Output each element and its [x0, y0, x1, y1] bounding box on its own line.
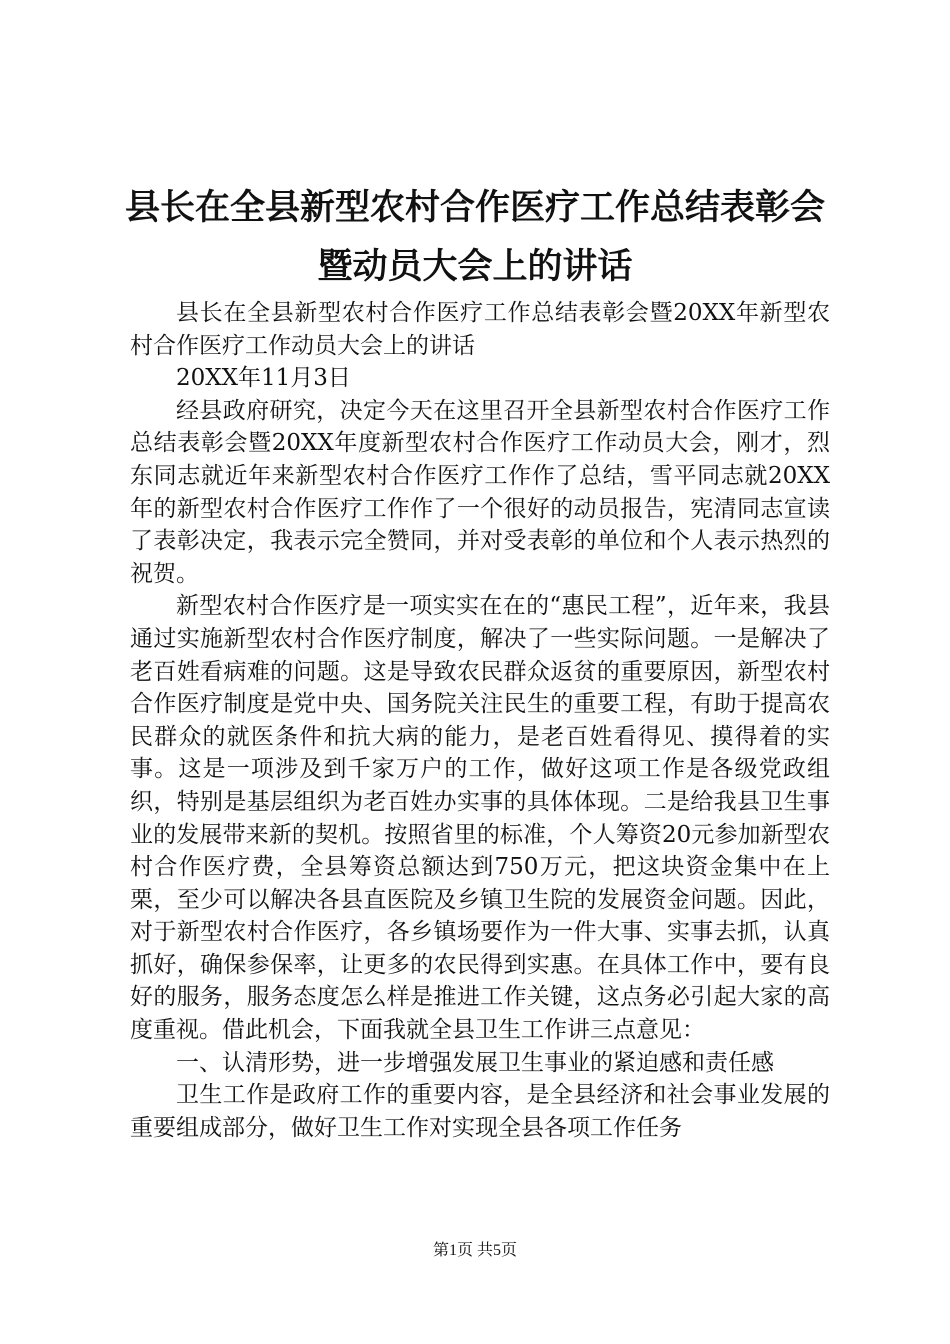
subtitle-paragraph: 县长在全县新型农村合作医疗工作总结表彰会暨20XX年新型农村合作医疗工作动员大会上的讲话	[130, 300, 830, 359]
document-title-line-1: 县长在全县新型农村合作医疗工作总结表彰会	[124, 187, 825, 228]
date-paragraph: 20XX年11月3日	[176, 365, 351, 392]
document-body	[130, 297, 830, 1144]
page-footer: 第1页 共5页	[432, 1242, 517, 1259]
body-paragraph: 卫生工作是政府工作的重要内容，是全县经济和社会事业发展的重要组成部分，做好卫生工作对实现全县各项工作任务	[130, 1082, 830, 1141]
body-paragraph: 经县政府研究，决定今天在这里召开全县新型农村合作医疗工作总结表彰会暨20XX年度新型农村合作医疗工作动员大会，刚才，烈东同志就近年来新型农村合作医疗工作作了总结，雪平同志就20XX年的新型农村合作医疗工作作了一个很好的动员报告，宪清同志宣读了表彰决定，我表示完全赞同，并对受表彰的单位和个人表示热烈的祝贺。	[130, 397, 830, 587]
document-title-line-2: 暨动员大会上的讲话	[317, 246, 633, 287]
section-heading: 一、认清形势，进一步增强发展卫生事业的紧迫感和责任感	[176, 1049, 774, 1076]
body-paragraph: 新型农村合作医疗是一项实实在在的“惠民工程”，近年来，我县通过实施新型农村合作医疗制度，解决了一些实际问题。一是解决了老百姓看病难的问题。这是导致农民群众返贫的重要原因，新型农村合作医疗制度是党中央、国务院关注民生的重要工程，有助于提高农民群众的就医条件和抗大病的能力，是老百姓看得见、摸得着的实事。这是一项涉及到千家万户的工作，做好这项工作是各级党政组织，特别是基层组织为老百姓办实事的具体体现。二是给我县卫生事业的发展带来新的契机。按照省里的标准，个人筹资20元参加新型农村合作医疗费，全县筹资总额达到750万元，把这块资金集中在上栗，至少可以解决各县直医院及乡镇卫生院的发展资金问题。因此，对于新型农村合作医疗，各乡镇场要作为一件大事、实事去抓，认真抓好，确保参保率，让更多的农民得到实惠。在具体工作中，要有良好的服务，服务态度怎么样是推进工作关键，这点务必引起大家的高度重视。借此机会，下面我就全县卫生工作讲三点意见：	[130, 593, 830, 1044]
